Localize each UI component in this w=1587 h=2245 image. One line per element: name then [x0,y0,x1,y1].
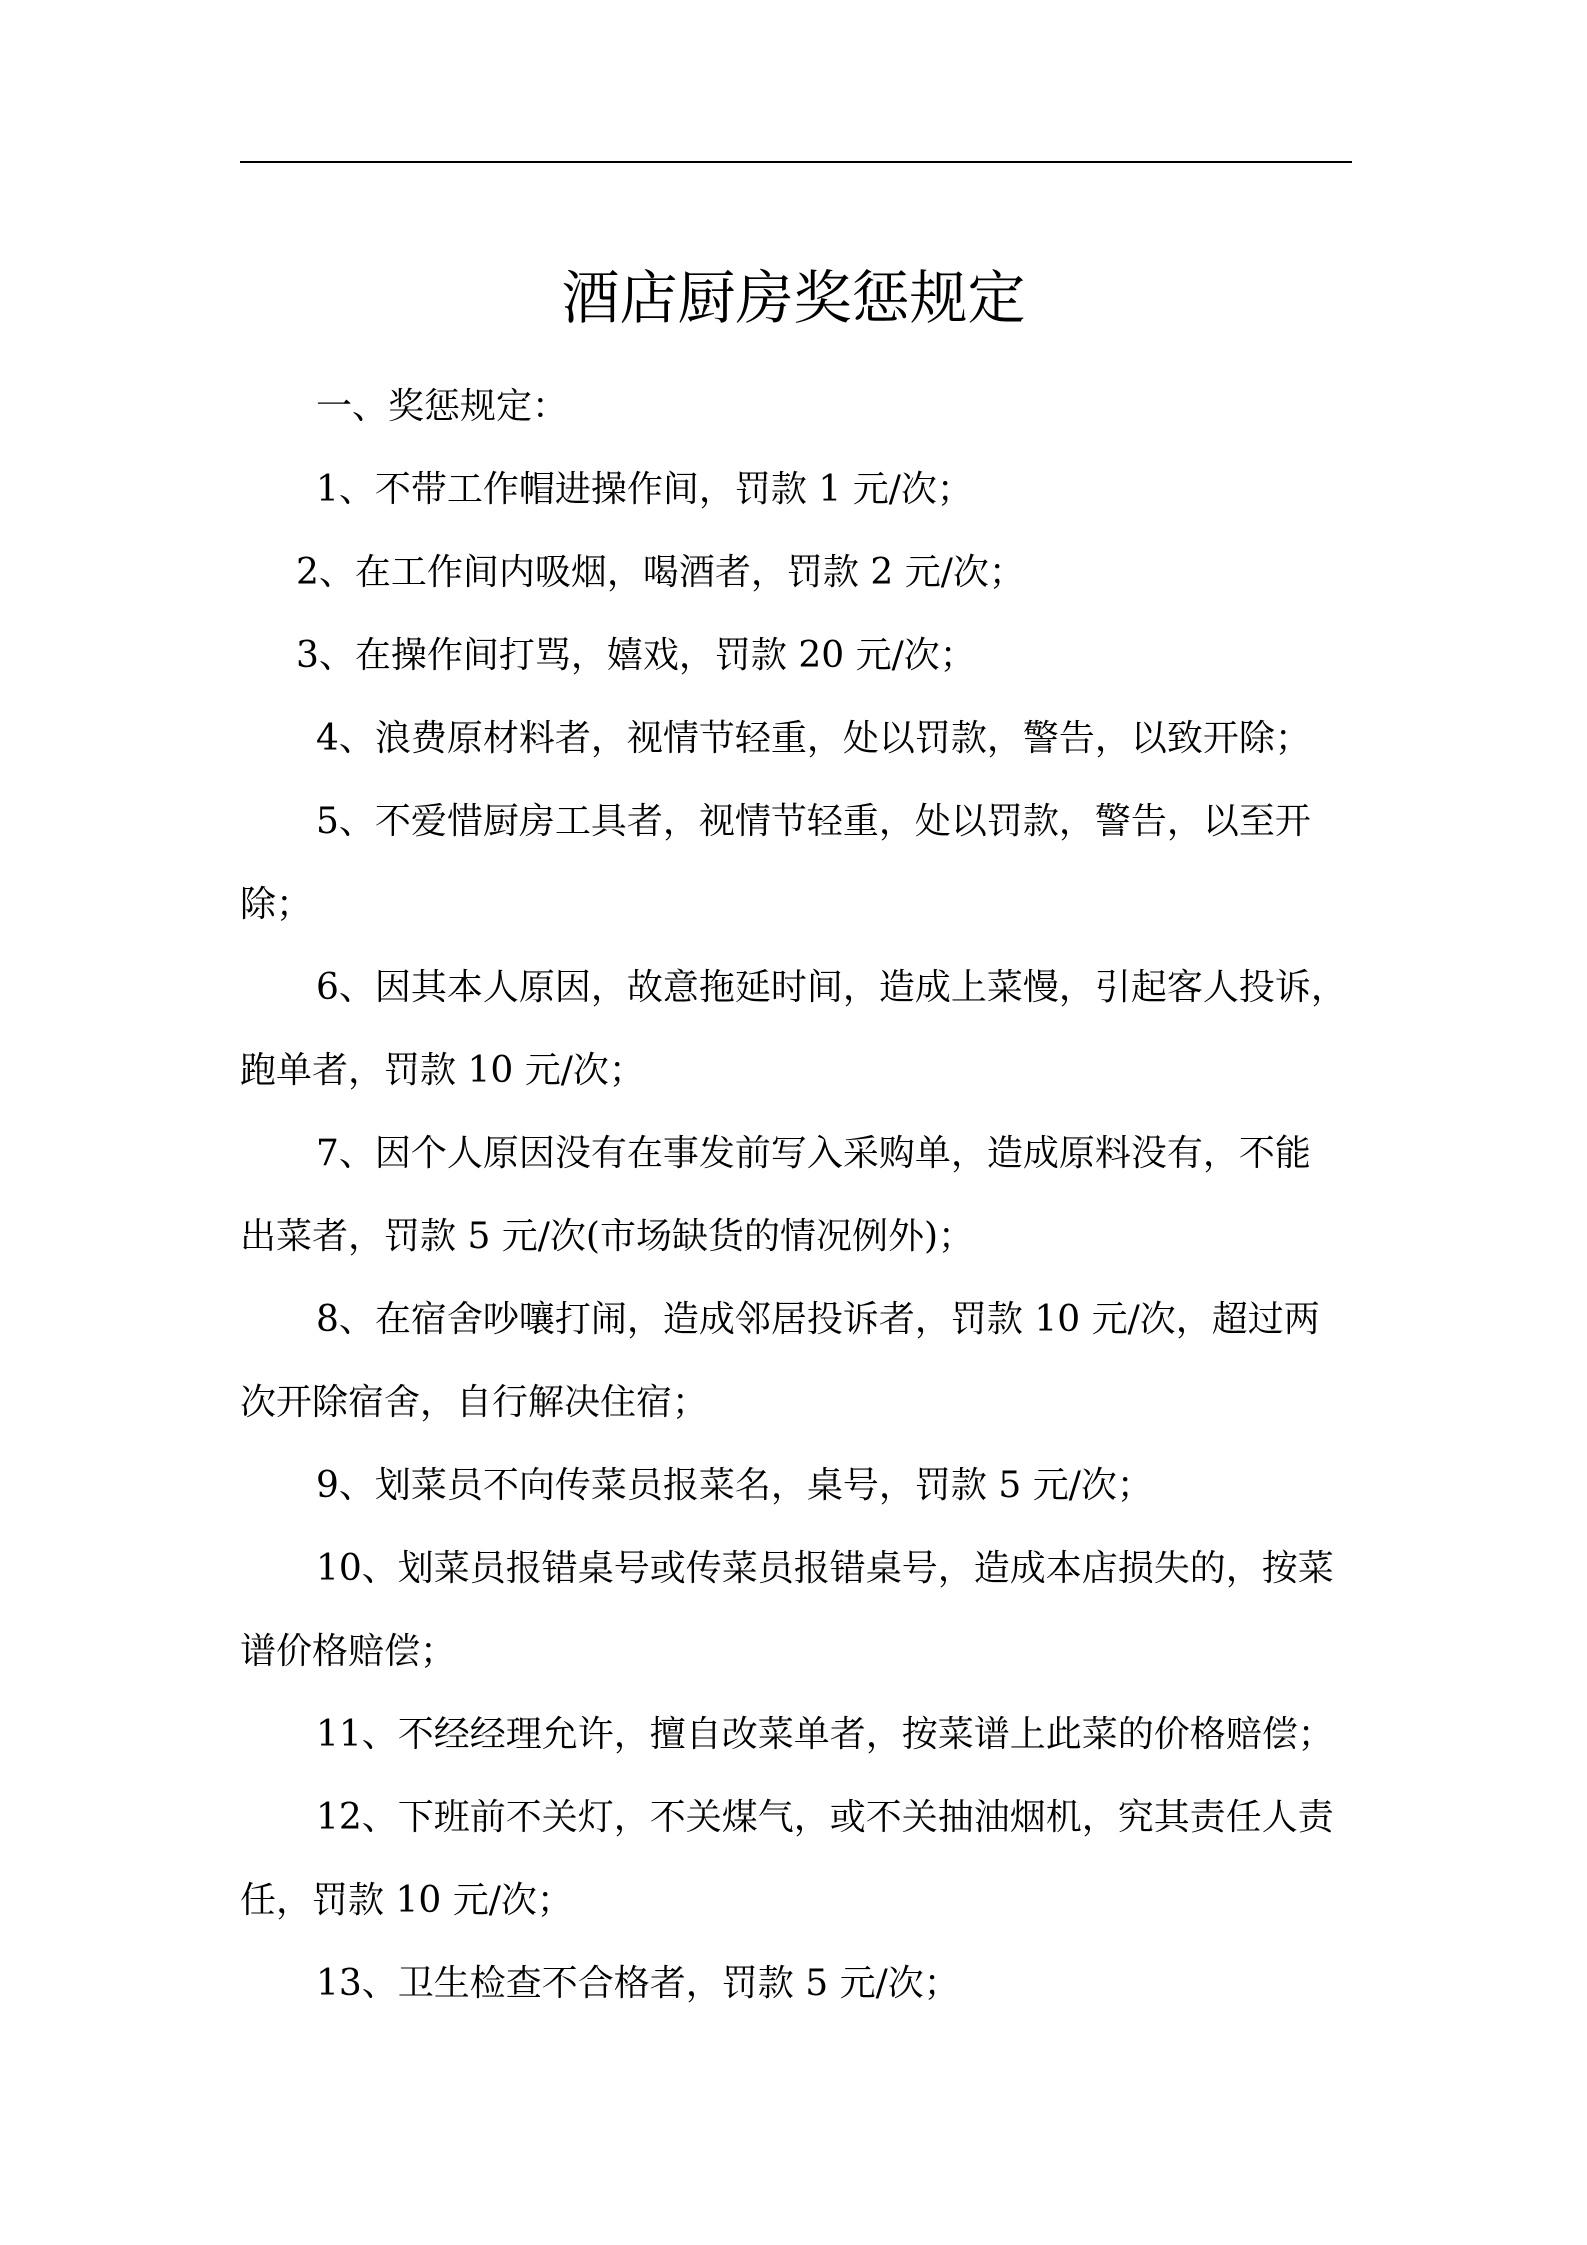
rule-9: 9、划菜员不向传菜员报菜名，桌号，罚款 5 元/次； [316,1465,1153,1506]
rule-3: 3、在操作间打骂，嬉戏，罚款 20 元/次； [296,635,976,676]
rule-11: 11、不经经理允许，擅自改菜单者，按菜谱上此菜的价格赔偿； [316,1714,1334,1755]
rule-1: 1、不带工作帽进操作间，罚款 1 元/次； [316,469,973,510]
rule-7-continuation: 出菜者，罚款 5 元/次(市场缺货的情况例外)； [240,1216,975,1257]
rule-6: 6、因其本人原因，故意拖延时间，造成上菜慢，引起客人投诉， [316,967,1347,1008]
rule-5: 5、不爱惜厨房工具者，视情节轻重，处以罚款，警告，以至开 [316,801,1311,842]
rule-10: 10、划菜员报错桌号或传菜员报错桌号，造成本店损失的，按菜 [316,1548,1334,1589]
rule-8-continuation: 次开除宿舍，自行解决住宿； [240,1382,709,1423]
rule-10-continuation: 谱价格赔偿； [240,1631,457,1672]
rule-6-continuation: 跑单者，罚款 10 元/次； [240,1050,645,1091]
header-rule [240,161,1352,163]
rule-8: 8、在宿舍吵嚷打闹，造成邻居投诉者，罚款 10 元/次，超过两 [316,1299,1320,1340]
rule-2: 2、在工作间内吸烟，喝酒者，罚款 2 元/次； [296,552,1025,593]
rule-12-continuation: 任，罚款 10 元/次； [240,1880,573,1921]
rule-7: 7、因个人原因没有在事发前写入采购单，造成原料没有，不能 [316,1133,1311,1174]
rule-4: 4、浪费原材料者，视情节轻重，处以罚款，警告，以致开除； [316,718,1311,759]
rule-12: 12、下班前不关灯，不关煤气，或不关抽油烟机，究其责任人责 [316,1797,1334,1838]
document-title: 酒店厨房奖惩规定 [561,264,1026,332]
section-heading: 一、奖惩规定： [316,386,569,427]
rule-5-continuation: 除； [240,884,313,925]
rule-13: 13、卫生检查不合格者，罚款 5 元/次； [316,1963,960,2004]
